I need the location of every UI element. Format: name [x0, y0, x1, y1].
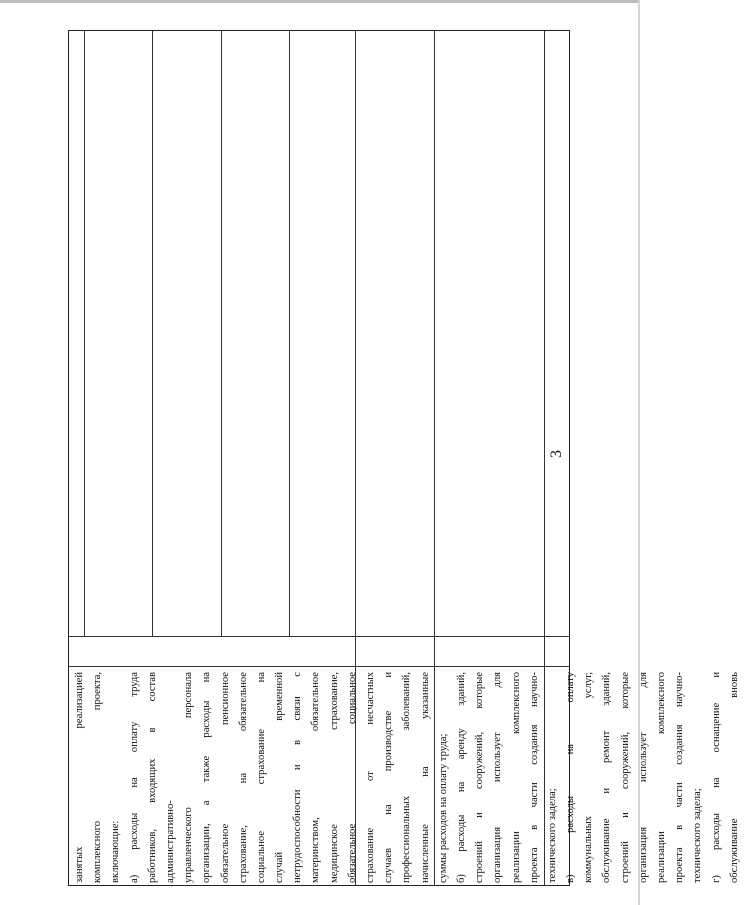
column-separator: [84, 31, 85, 636]
text-line: социальное страхование на: [255, 672, 267, 883]
column-separator: [152, 31, 153, 636]
text-line: начисленные на указанные: [419, 672, 431, 883]
text-line: обязательное социальное: [346, 672, 358, 883]
text-line: проекта в части создания научно-: [674, 672, 686, 883]
page-number: 3: [548, 450, 565, 458]
text-line: технического задела;: [546, 788, 558, 883]
text-line: страхование, на обязательное: [237, 672, 249, 883]
text-line: материнством, обязательное: [310, 672, 322, 883]
text-line: г) расходы на оснащение и: [710, 672, 722, 883]
text-line: обслуживание вновь: [728, 672, 740, 883]
text-line: организации, а также расходы на: [201, 672, 213, 883]
text-line: а) расходы на оплату труда: [128, 672, 140, 883]
text-line: медицинское страхование,: [328, 672, 340, 883]
text-line: обслуживание и ремонт зданий,: [601, 672, 613, 883]
scan-edge-top: [0, 0, 640, 3]
text-line: строений и сооружений, которые: [619, 672, 631, 883]
row-separator: [69, 636, 569, 637]
text-line: комплексного проекта,: [92, 672, 104, 883]
text-line: включающие:: [110, 820, 122, 883]
text-line: случай временной: [274, 672, 286, 883]
text-line: управленческого персонала: [183, 672, 195, 883]
text-line: обязательное пенсионное: [219, 672, 231, 883]
expenses-table: [68, 30, 740, 886]
text-line: организация использует для: [492, 672, 504, 883]
text-line: профессиональных заболеваний,: [401, 672, 413, 883]
text-line: страхование от несчастных: [365, 672, 376, 883]
column-separator: [289, 31, 290, 636]
text-line: нетрудоспособности и в связи с: [292, 672, 304, 883]
text-line: суммы расходов на оплату труда;: [437, 733, 449, 883]
description-cell: [69, 666, 740, 887]
description-text: [69, 666, 740, 887]
text-line: проекта в части создания научно-: [528, 672, 540, 883]
text-line: занятых реализацией: [74, 672, 85, 883]
text-line: организация использует для: [637, 672, 649, 883]
text-line: технического задела;: [692, 788, 704, 883]
text-line: коммунальных услуг,: [583, 672, 595, 883]
text-line: б) расходы на аренду зданий,: [455, 672, 467, 883]
text-line: реализации комплексного: [656, 672, 667, 883]
text-line: работников, входящих в состав: [146, 672, 158, 883]
text-line: административно-: [164, 800, 176, 883]
text-line: реализации комплексного: [510, 672, 522, 883]
text-line: случаев на производстве и: [383, 672, 395, 883]
text-line: в) расходы на оплату: [565, 672, 577, 883]
column-separator: [221, 31, 222, 636]
text-line: строений и сооружений, которые: [474, 672, 486, 883]
